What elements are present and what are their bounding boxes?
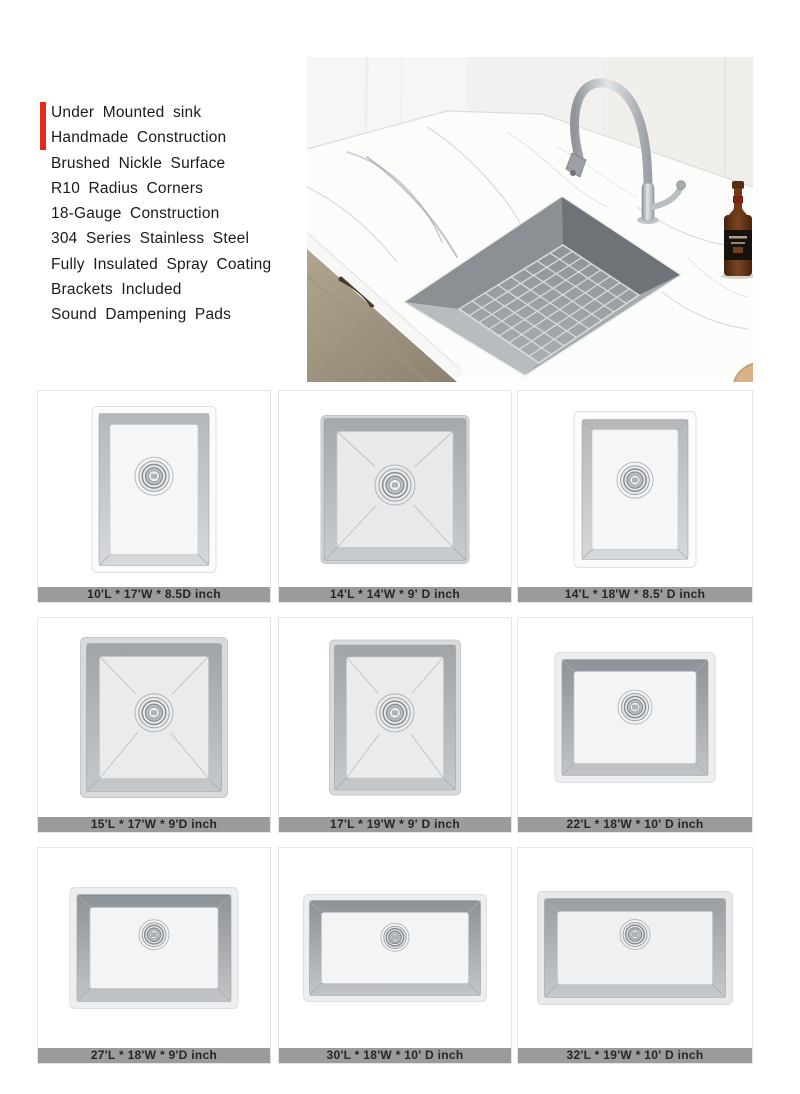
sink-image — [38, 618, 270, 817]
drain-icon — [620, 919, 650, 949]
product-caption: 30'L * 18'W * 10' D inch — [279, 1048, 511, 1063]
sink-image — [279, 848, 511, 1048]
product-card — [517, 390, 753, 603]
sink-image — [518, 391, 752, 587]
product-card — [278, 390, 512, 603]
feature-item: 18-Gauge Construction — [51, 205, 220, 223]
product-caption: 17'L * 19'W * 9' D inch — [279, 817, 511, 832]
drain-icon — [617, 462, 653, 498]
product-card — [37, 847, 271, 1064]
drain-icon — [139, 920, 169, 950]
product-card — [278, 617, 512, 833]
drain-icon — [381, 923, 409, 951]
product-card — [37, 617, 271, 833]
feature-item: 304 Series Stainless Steel — [51, 230, 250, 248]
product-card — [37, 390, 271, 603]
drain-icon — [376, 694, 414, 732]
feature-item: Under Mounted sink — [51, 104, 202, 121]
drain-icon — [135, 457, 173, 495]
sink-image — [279, 618, 511, 817]
product-card — [278, 847, 512, 1064]
feature-item: Sound Dampening Pads — [51, 306, 232, 324]
feature-item: Fully Insulated Spray Coating — [51, 255, 272, 273]
sink-image — [518, 618, 752, 817]
product-card — [517, 617, 753, 833]
sink-image — [38, 848, 270, 1048]
feature-item: Brushed Nickle Surface — [51, 154, 226, 172]
feature-item: R10 Radius Corners — [51, 179, 204, 197]
drain-icon — [375, 465, 415, 505]
sink-image — [38, 391, 270, 587]
product-caption: 15'L * 17'W * 9'D inch — [38, 817, 270, 832]
product-caption: 27'L * 18'W * 9'D inch — [38, 1048, 270, 1063]
feature-item: Brackets Included — [51, 281, 182, 299]
product-caption: 22'L * 18'W * 10' D inch — [518, 817, 752, 832]
sink-image — [279, 391, 511, 587]
product-caption: 10'L * 17'W * 8.5D inch — [38, 587, 270, 602]
accent-bar — [40, 102, 46, 150]
product-card — [517, 847, 753, 1064]
drain-icon — [135, 694, 173, 732]
product-photo — [307, 57, 753, 382]
product-caption: 14'L * 18'W * 8.5' D inch — [518, 587, 752, 602]
feature-list — [40, 100, 300, 328]
feature-item: Handmade Construction — [51, 129, 227, 147]
product-caption: 14'L * 14'W * 9' D inch — [279, 587, 511, 602]
product-caption: 32'L * 19'W * 10' D inch — [518, 1048, 752, 1063]
sink-image — [518, 848, 752, 1048]
drain-icon — [618, 690, 652, 724]
